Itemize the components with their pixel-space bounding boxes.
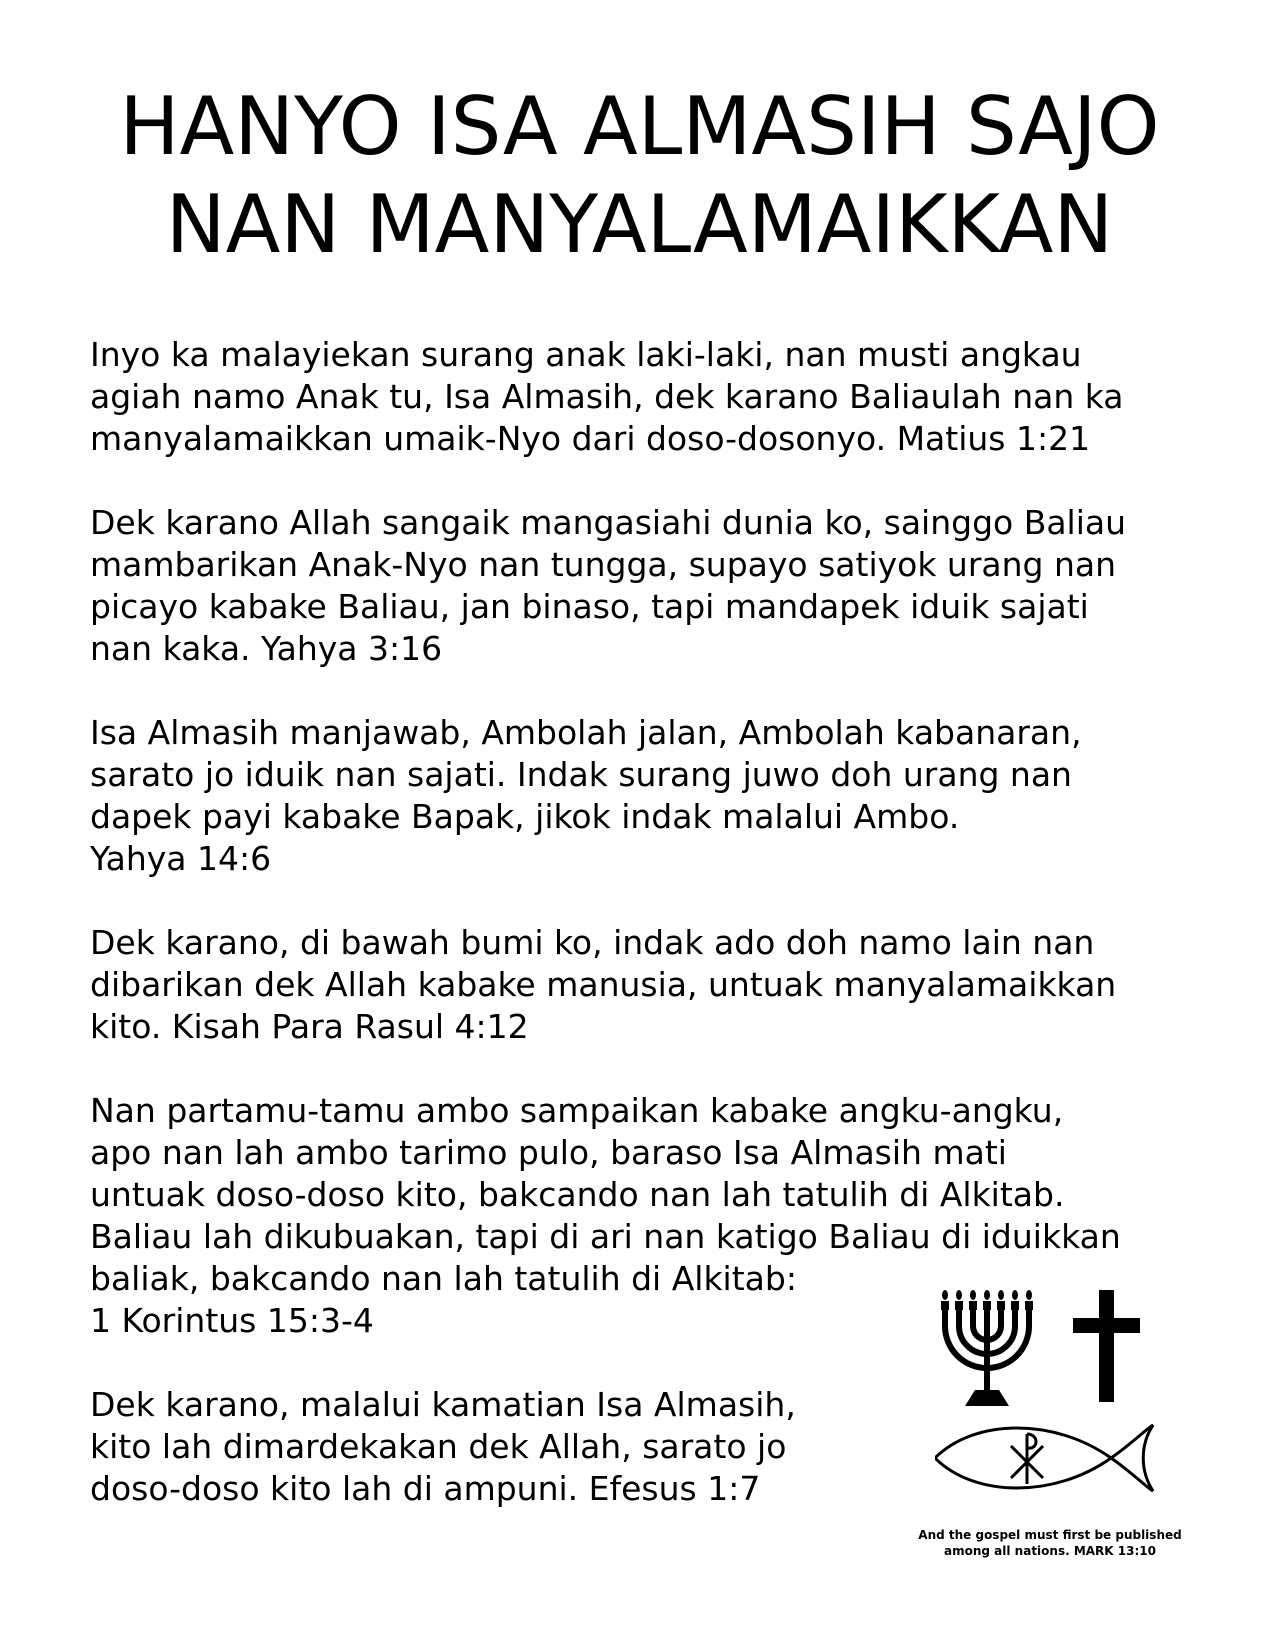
verse-line: untuak doso-doso kito, bakcando nan lah tatulih di Alkitab. xyxy=(90,1175,1065,1214)
verse-line: apo nan lah ambo tarimo pulo, baraso Isa Almasih mati xyxy=(90,1133,1007,1172)
ichthys-chi-rho-icon xyxy=(935,1425,1153,1491)
verse-line: baliak, bakcando nan lah tatulih di Alkitab: xyxy=(90,1259,797,1298)
verse-line: doso-doso kito lah di ampuni. Efesus 1:7 xyxy=(90,1469,761,1508)
verse-line: Dek karano Allah sangaik mangasiahi dunia ko, sainggo Baliau xyxy=(90,503,1127,542)
verse-line: manyalamaikkan umaik-Nyo dari doso-dosonyo. Matius 1:21 xyxy=(90,419,1091,458)
verse-line: kito. Kisah Para Rasul 4:12 xyxy=(90,1007,529,1046)
verse-line: picayo kabake Baliau, jan binaso, tapi mandapek iduik sajati xyxy=(90,587,1089,626)
verse-paragraph-yahya-3-16 xyxy=(90,502,1230,670)
verse-line: 1 Korintus 15:3-4 xyxy=(90,1301,374,1340)
verse-line: Inyo ka malayiekan surang anak laki-laki, nan musti angkau xyxy=(90,335,1082,374)
verse-line: Dek karano, di bawah bumi ko, indak ado doh namo lain nan xyxy=(90,923,1095,962)
verse-line: Nan partamu-tamu ambo sampaikan kabake angku-angku, xyxy=(90,1091,1064,1130)
verse-line: dibarikan dek Allah kabake manusia, untuak manyalamaikkan xyxy=(90,965,1117,1004)
verse-line: Isa Almasih manjawab, Ambolah jalan, Ambolah kabanaran, xyxy=(90,713,1082,752)
footnote-mark-13-10 xyxy=(900,1527,1200,1559)
footnote-line-1: And the gospel must first be published xyxy=(918,1528,1182,1542)
verse-line: sarato jo iduik nan sajati. Indak surang juwo doh urang nan xyxy=(90,755,1072,794)
title-line-2: NAN MANYALAMAIKKAN xyxy=(165,178,1114,271)
verse-line: nan kaka. Yahya 3:16 xyxy=(90,629,443,668)
verse-line: Dek karano, malalui kamatian Isa Almasih, xyxy=(90,1385,796,1424)
verse-paragraph-kisah xyxy=(90,922,1230,1048)
footnote-line-2: among all nations. MARK 13:10 xyxy=(944,1544,1156,1558)
verse-line: dapek payi kabake Bapak, jikok indak malalui Ambo. xyxy=(90,797,960,836)
menorah-icon xyxy=(941,1290,1033,1406)
verse-line: mambarikan Anak-Nyo nan tungga, supayo satiyok urang nan xyxy=(90,545,1117,584)
verse-paragraph-matius xyxy=(90,334,1230,460)
verse-line: agiah namo Anak tu, Isa Almasih, dek karano Baliaulah nan ka xyxy=(90,377,1124,416)
verse-paragraph-yahya-14-6 xyxy=(90,712,1230,880)
cross-icon xyxy=(1073,1290,1140,1402)
faith-symbols xyxy=(935,1290,1185,1520)
title-line-1: HANYO ISA ALMASIH SAJO xyxy=(119,80,1160,173)
page-title xyxy=(0,78,1279,274)
verse-line: Baliau lah dikubuakan, tapi di ari nan katigo Baliau di iduikkan xyxy=(90,1217,1121,1256)
verse-line: kito lah dimardekakan dek Allah, sarato jo xyxy=(90,1427,787,1466)
verse-line: Yahya 14:6 xyxy=(90,839,272,878)
